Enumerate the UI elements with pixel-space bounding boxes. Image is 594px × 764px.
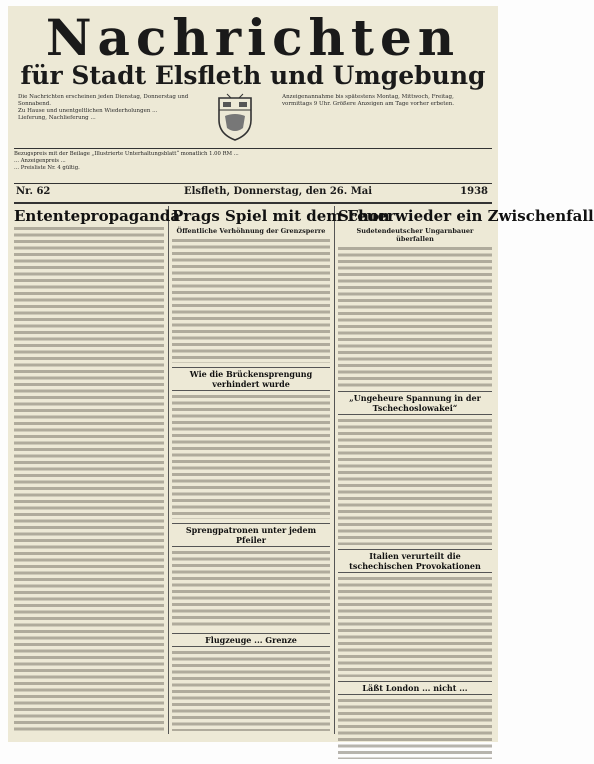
column-divider: [334, 206, 335, 734]
section-heading: Sprengpatronen unter jedem Pfeiler: [172, 523, 330, 547]
article-body: [172, 651, 330, 731]
divider: [14, 183, 492, 184]
dateline: [14, 186, 492, 200]
section-heading: Läßt London ... nicht ...: [338, 681, 492, 695]
info-left-line: Die Nachrichten erscheinen jeden Dienstag, Donnerstag und Sonnabend.: [18, 94, 189, 107]
column-divider: [168, 206, 169, 734]
column-3: [338, 207, 594, 732]
headline-ententepropaganda: Ententepropaganda: [14, 207, 181, 225]
article-body: [172, 551, 330, 629]
article-subheading: Öffentliche Verhöhnung der Grenzsperre: [176, 227, 326, 235]
headline-prags-spiel: Prags Spiel mit dem Feuer: [172, 207, 396, 225]
info-right-line: Anzeigenannahme bis spätestens Montag, Mittwoch, Freitag,: [282, 94, 454, 100]
article-body: [338, 577, 492, 677]
coat-of-arms-icon: [215, 92, 255, 142]
subscription-banner: [14, 151, 492, 181]
info-box-right: [270, 94, 466, 144]
article-body: [338, 419, 492, 545]
banner-line: ... Preisliste Nr. 4 gültig.: [14, 164, 80, 171]
section-heading: Flugzeuge ... Grenze: [172, 633, 330, 647]
article-body: [338, 247, 492, 387]
newspaper-page: [8, 6, 594, 742]
section-heading: Wie die Brückensprengung verhindert wurde: [172, 367, 330, 391]
issue-date: Elsfleth, Donnerstag, den 26. Mai: [184, 186, 373, 197]
divider: [14, 202, 492, 204]
column-1: [14, 207, 181, 732]
article-subheading: Sudetendeutscher Ungarnbauer überfallen: [356, 227, 474, 243]
article-body: [172, 239, 330, 363]
info-box-left: [18, 94, 214, 144]
info-left-line: Lieferung, Nachlieferung ...: [18, 115, 96, 121]
divider: [14, 148, 492, 149]
banner-line: ... Anzeigenpreis ...: [14, 157, 66, 164]
issue-number: Nr. 62: [16, 186, 51, 197]
section-heading: „Ungeheure Spannung in der Tschechoslowakei“: [338, 391, 492, 415]
info-left-line: Zu Hause und unentgeltlichen Wiederholungen ...: [18, 108, 158, 114]
column-2: [172, 207, 396, 732]
article-body: [172, 395, 330, 519]
article-body: [14, 227, 164, 732]
info-right-line: vormittags 9 Uhr. Größere Anzeigen am Tage vorher erbeten.: [281, 101, 455, 107]
banner-line: Bezugspreis mit der Beilage „Illustrierte Unterhaltungsblatt“ monatlich 1.00 RM ...: [14, 151, 239, 157]
masthead-subtitle: für Stadt Elsfleth und Umgebung: [20, 61, 486, 90]
headline-schon-wieder: Schon wieder ein Zwischenfall: [338, 207, 594, 225]
section-heading: Italien verurteilt die tschechischen Provokationen: [338, 549, 492, 573]
issue-year: 1938: [460, 186, 488, 197]
article-body: [338, 699, 492, 759]
masthead-title: Nachrichten: [45, 8, 461, 67]
